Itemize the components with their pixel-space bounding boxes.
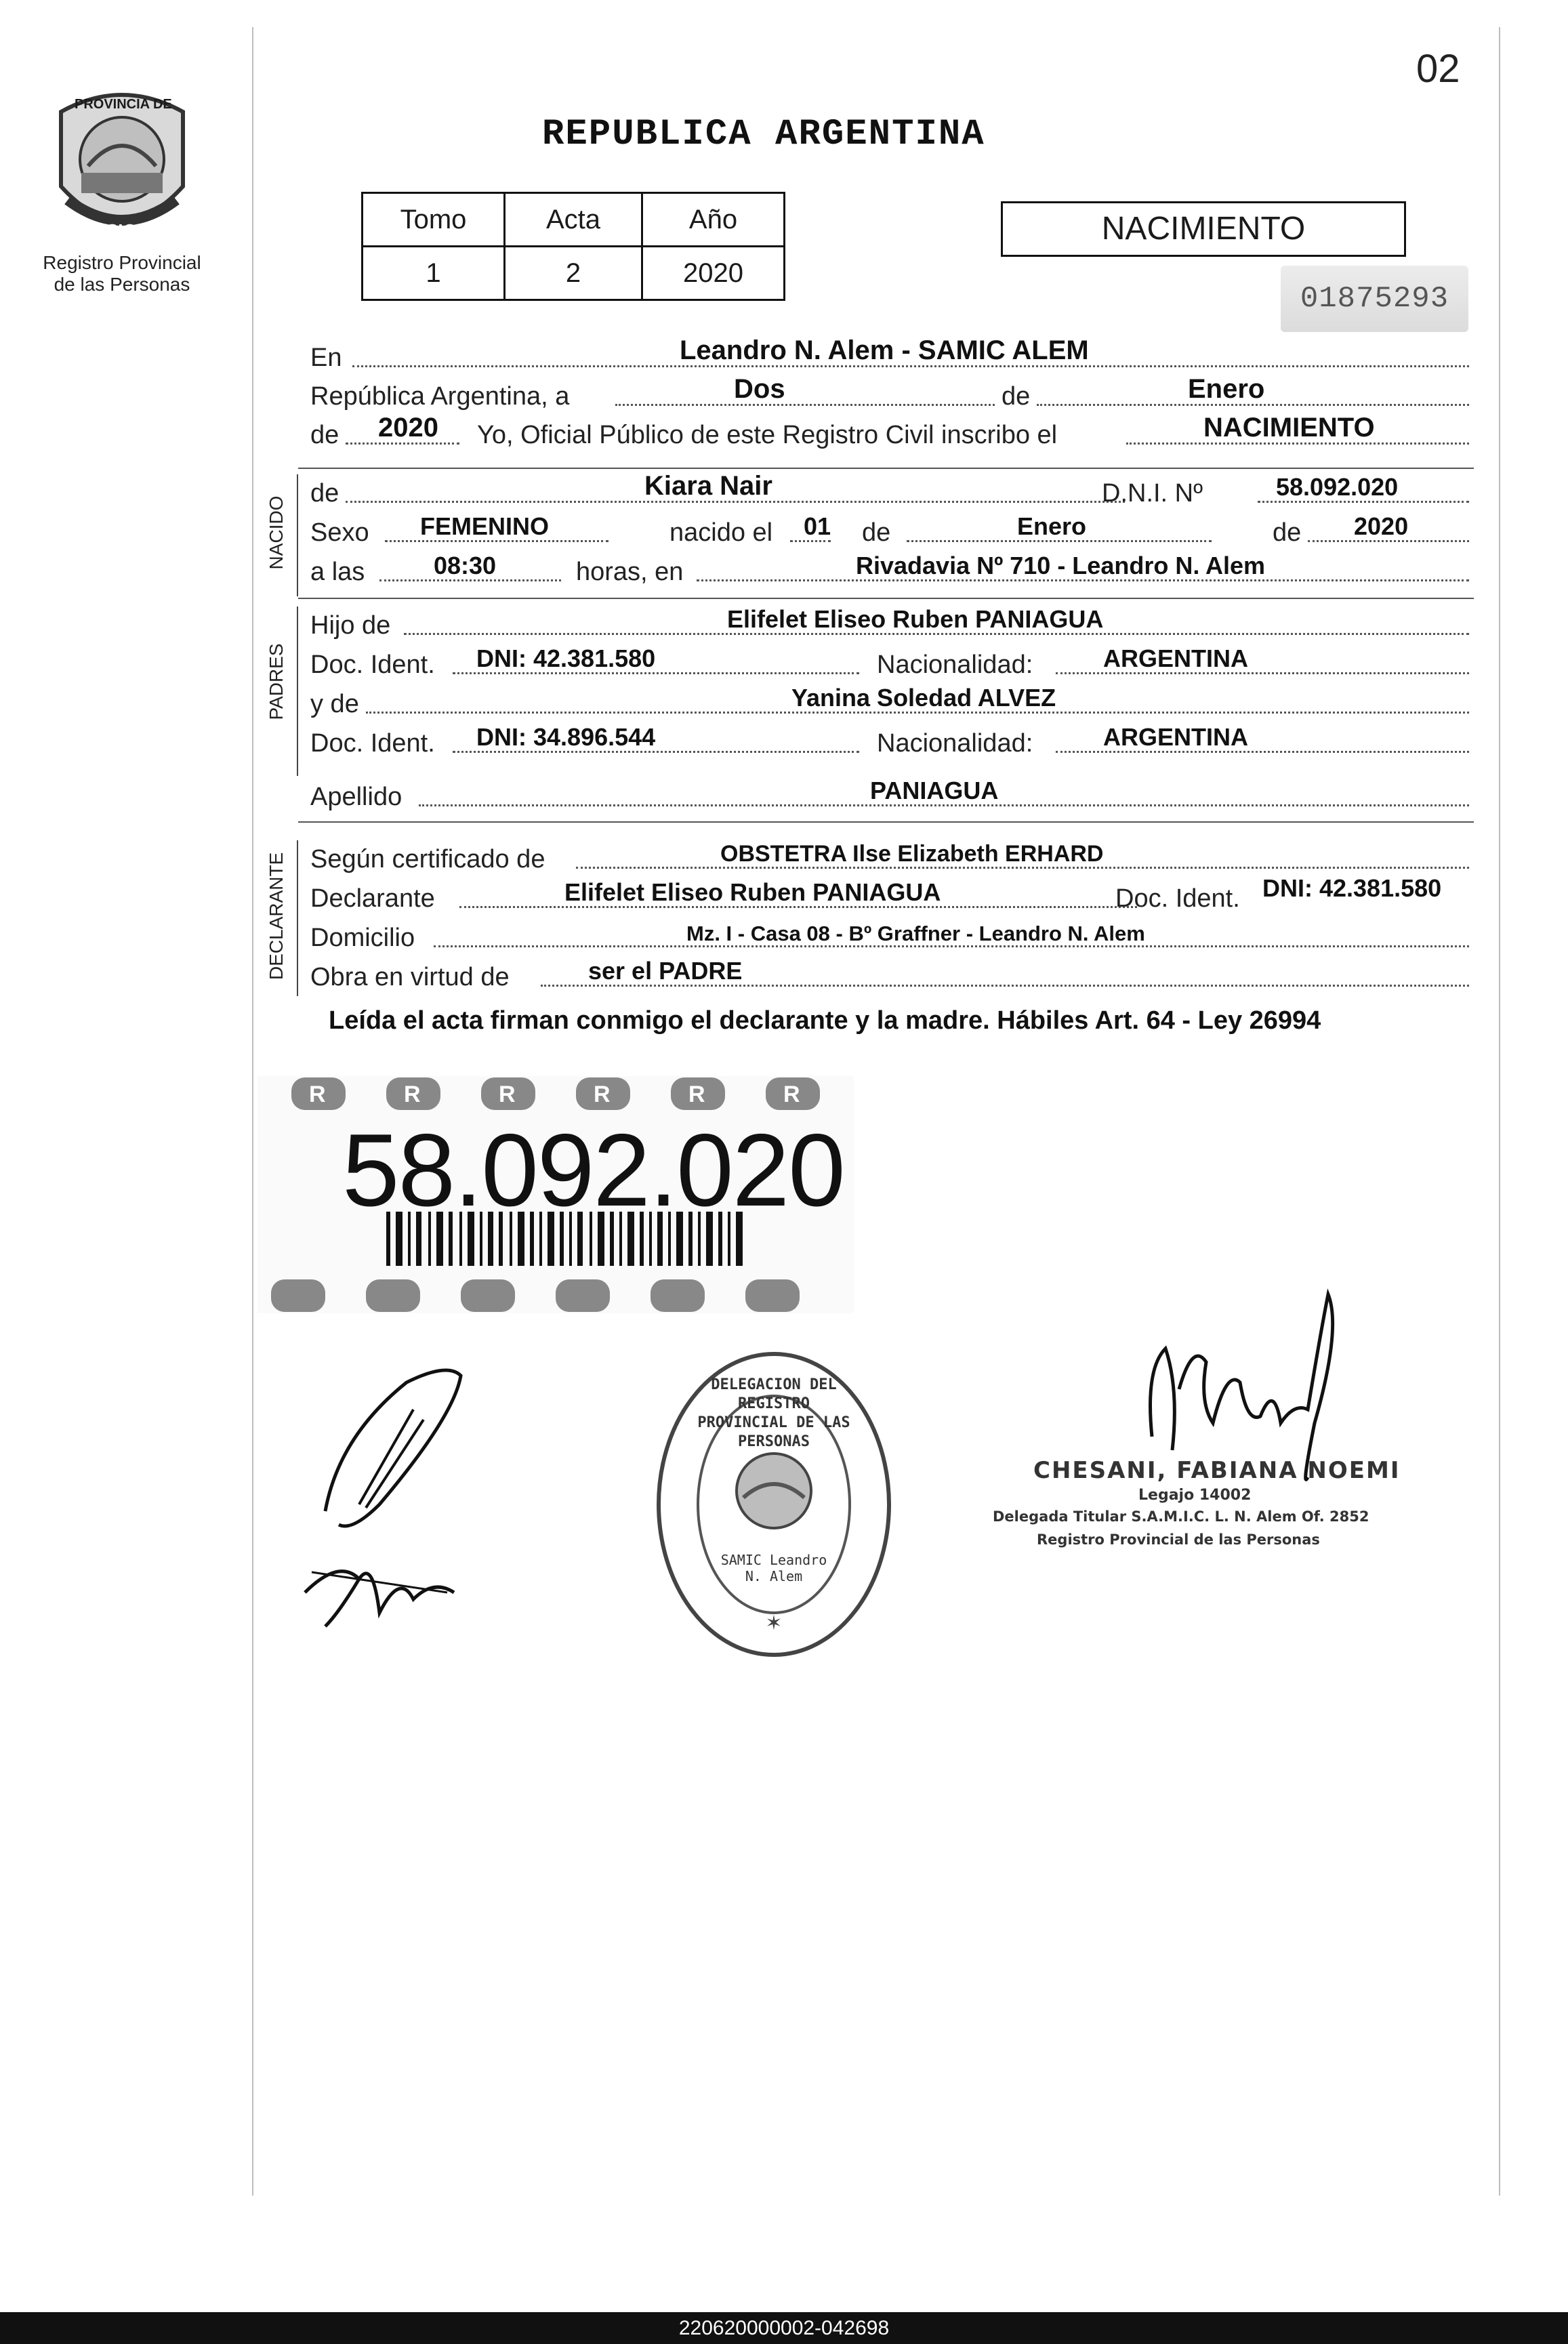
- row-year: [310, 413, 1469, 454]
- label-mother-nationality: Nacionalidad:: [877, 729, 1033, 758]
- official-role: Delegada Titular S.A.M.I.C. L. N. Alem Of. 2852: [993, 1508, 1369, 1525]
- row-hijo-de: [310, 606, 1469, 644]
- value-domicilio: Mz. I - Casa 08 - Bº Graffner - Leandro N. Alem: [686, 922, 1145, 945]
- round-stamp-outer-text: DELEGACION DEL REGISTRO PROVINCIAL DE LAS PERSONAS: [697, 1376, 850, 1450]
- row-en: [310, 335, 1469, 377]
- label-yo-oficial: Yo, Oficial Público de este Registro Civil inscribo el: [477, 421, 1058, 449]
- document-title: REPUBLICA ARGENTINA: [542, 114, 985, 155]
- row-domicilio: [310, 919, 1469, 957]
- nacido-section-bar: [297, 474, 298, 596]
- record-value-acta: 2: [505, 247, 642, 300]
- footer-code-bar: 220620000002-042698: [0, 2312, 1568, 2344]
- label-apellido: Apellido: [310, 783, 403, 811]
- svg-text:R: R: [688, 1082, 705, 1107]
- row-apellido: [310, 778, 1469, 816]
- round-stamp-inner-text: SAMIC Leandro N. Alem: [720, 1552, 827, 1584]
- value-segun: OBSTETRA Ilse Elizabeth ERHARD: [720, 841, 1104, 867]
- sticker-dni-number: 58.092.020: [342, 1113, 844, 1228]
- value-father-doc: DNI: 42.381.580: [476, 644, 656, 672]
- row-nacido-name: [310, 471, 1469, 512]
- label-father-nationality: Nacionalidad:: [877, 651, 1033, 679]
- row-mother-doc: [310, 724, 1469, 762]
- record-value-ano: 2020: [642, 247, 785, 300]
- value-sexo: FEMENINO: [420, 512, 550, 540]
- value-birth-time: 08:30: [434, 552, 497, 579]
- value-mother-nationality: ARGENTINA: [1103, 723, 1248, 751]
- label-republica: República Argentina, a: [310, 382, 570, 411]
- svg-text:R: R: [594, 1082, 611, 1107]
- closing-note: Leída el acta firman conmigo el declarante y la madre. Hábiles Art. 64 - Ley 26994: [329, 1006, 1321, 1035]
- declarant-signatures: [298, 1355, 501, 1640]
- label-sexo: Sexo: [310, 518, 369, 547]
- official-registry: Registro Provincial de las Personas: [1037, 1531, 1320, 1548]
- value-obra: ser el PADRE: [588, 957, 743, 985]
- record-header-ano: Año: [642, 193, 785, 247]
- record-type-box: NACIMIENTO: [1001, 201, 1406, 257]
- row-segun: [310, 840, 1469, 878]
- right-margin-line: [1499, 27, 1500, 2196]
- label-de-name: de: [310, 479, 339, 508]
- divider-padres: [298, 598, 1474, 599]
- official-name: CHESANI, FABIANA NOEMI: [1033, 1457, 1401, 1484]
- value-place: Leandro N. Alem - SAMIC ALEM: [680, 335, 1089, 365]
- label-en: En: [310, 344, 342, 372]
- label-mother-doc: Doc. Ident.: [310, 729, 435, 758]
- label-declarante-doc: Doc. Ident.: [1115, 884, 1240, 913]
- value-birth-year: 2020: [1354, 512, 1409, 540]
- value-declarante-doc: DNI: 42.381.580: [1262, 874, 1442, 902]
- label-segun: Según certificado de: [310, 845, 545, 873]
- label-domicilio: Domicilio: [310, 924, 415, 952]
- row-y-de: [310, 685, 1469, 723]
- value-inscribo: NACIMIENTO: [1203, 413, 1375, 443]
- value-birth-place: Rivadavia Nº 710 - Leandro N. Alem: [856, 552, 1266, 579]
- registry-round-stamp: [652, 1349, 896, 1660]
- row-obra: [310, 958, 1469, 996]
- value-child-name: Kiara Nair: [644, 471, 772, 501]
- label-de-birth-year: de: [1273, 518, 1302, 547]
- logo-caption: [20, 252, 224, 295]
- svg-text:R: R: [309, 1082, 326, 1107]
- value-mother-name: Yanina Soledad ALVEZ: [791, 684, 1056, 712]
- label-nacido-el: nacido el: [669, 518, 773, 547]
- record-header-tomo: Tomo: [363, 193, 505, 247]
- record-header-acta: Acta: [505, 193, 642, 247]
- label-obra: Obra en virtud de: [310, 963, 510, 991]
- value-birth-month: Enero: [1017, 512, 1087, 540]
- official-legajo: Legajo 14002: [1138, 1487, 1252, 1504]
- value-month: Enero: [1188, 374, 1265, 404]
- label-y-de: y de: [310, 690, 359, 718]
- serial-number: 01875293: [1281, 266, 1468, 332]
- value-day: Dos: [734, 374, 785, 404]
- record-table: [361, 192, 785, 301]
- row-father-doc: [310, 646, 1469, 684]
- value-father-nationality: ARGENTINA: [1103, 644, 1248, 672]
- label-horas-en: horas, en: [576, 558, 684, 586]
- left-margin-line: [252, 27, 253, 2196]
- divider-declarante: [298, 821, 1474, 823]
- svg-text:R: R: [783, 1082, 800, 1107]
- label-de-year: de: [310, 421, 339, 449]
- svg-text:R: R: [404, 1082, 421, 1107]
- svg-text:✶: ✶: [765, 1612, 783, 1634]
- section-label-padres: PADRES: [266, 643, 287, 720]
- declarante-section-bar: [297, 840, 298, 996]
- section-label-declarante: DECLARANTE: [266, 852, 287, 980]
- label-de-month: de: [1002, 382, 1031, 411]
- value-birth-day: 01: [804, 512, 831, 540]
- row-sexo: [310, 514, 1469, 552]
- section-label-nacido: NACIDO: [266, 495, 287, 570]
- divider-nacido: [298, 468, 1474, 469]
- label-father-doc: Doc. Ident.: [310, 651, 435, 679]
- logo-caption-line1: Registro Provincial: [43, 252, 201, 273]
- row-declarante: [310, 874, 1469, 918]
- label-dni: D.N.I. Nº: [1102, 479, 1203, 508]
- value-declarante: Elifelet Eliseo Ruben PANIAGUA: [564, 878, 941, 906]
- value-mother-doc: DNI: 34.896.544: [476, 723, 656, 751]
- value-year: 2020: [378, 413, 438, 443]
- label-de-birth-month: de: [862, 518, 891, 547]
- label-a-las: a las: [310, 558, 365, 586]
- value-child-dni: 58.092.020: [1276, 473, 1399, 501]
- record-value-tomo: 1: [363, 247, 505, 300]
- label-hijo-de: Hijo de: [310, 611, 391, 640]
- padres-section-bar: [297, 606, 298, 776]
- row-a-las: [310, 553, 1469, 591]
- label-declarante: Declarante: [310, 884, 435, 913]
- province-seal-logo: [47, 85, 197, 247]
- row-republica: [310, 374, 1469, 415]
- value-apellido: PANIAGUA: [870, 777, 999, 804]
- value-father-name: Elifelet Eliseo Ruben PANIAGUA: [727, 605, 1104, 633]
- logo-caption-line2: de las Personas: [54, 274, 190, 295]
- seal-bottom-text: MISIONES: [87, 220, 173, 241]
- seal-top-text: PROVINCIA DE: [75, 97, 172, 112]
- page-number: 02: [1416, 47, 1460, 91]
- svg-text:R: R: [499, 1082, 516, 1107]
